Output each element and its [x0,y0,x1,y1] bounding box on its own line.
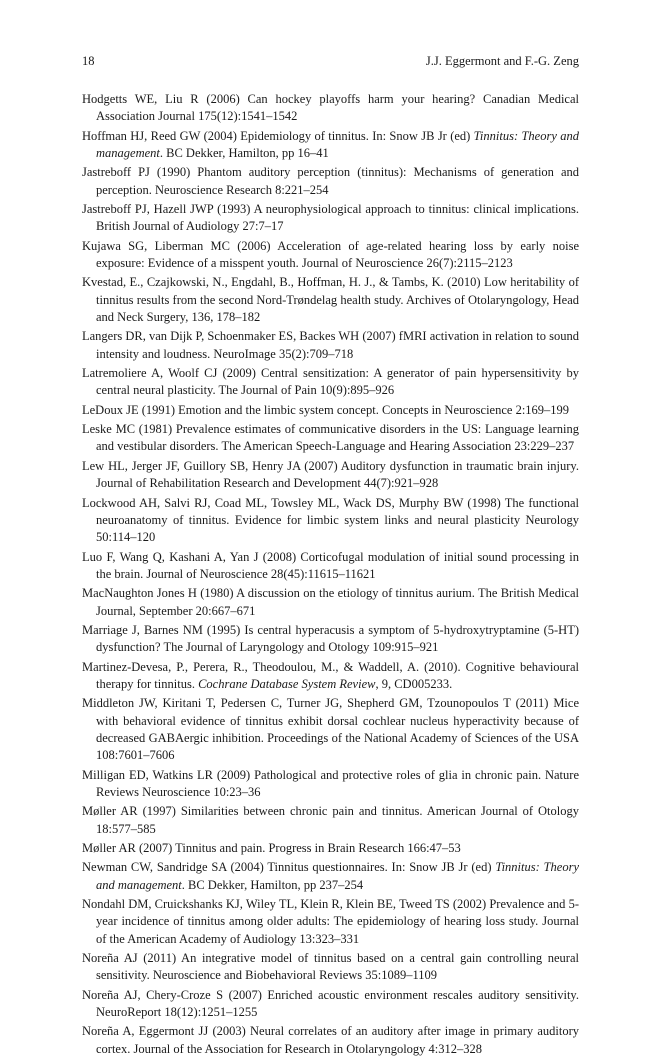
reference-entry [82,1023,579,1058]
reference-text: Kujawa SG, Liberman MC (2006) Acceleration of age-related hearing loss by early noise exposure: Evidence of a misspent youth. Journal of Neuroscience 26(7):2115–2123 [82,238,579,271]
reference-entry [82,238,579,273]
reference-text: Jastreboff PJ, Hazell JWP (1993) A neurophysiological approach to tinnitus: clinical implications. British Journal of Audiology 27:7–17 [82,202,579,234]
reference-entry [82,896,579,948]
reference-text: Noreña AJ, Chery-Croze S (2007) Enriched acoustic environment rescales auditory sensitivity. NeuroReport 18(12):1251–1255 [82,987,579,1019]
reference-entry [82,987,579,1022]
reference-text: Møller AR (2007) Tinnitus and pain. Progress in Brain Research 166:47–53 [82,840,461,855]
reference-entry [82,274,579,326]
reference-text: Marriage J, Barnes NM (1995) Is central hyperacusis a symptom of 5-hydroxytryptamine (5-HT) dysfunction? The Journal of Laryngology and Otology 109:915–921 [82,622,579,655]
reference-entry [82,695,579,764]
reference-text: Hodgetts WE, Liu R (2006) Can hockey playoffs harm your hearing? Canadian Medical Association Journal 175(12):1541–1542 [82,92,579,124]
reference-title-italic: Tinnitus: Theory and management [96,860,579,892]
reference-entry [82,91,579,126]
reference-entry [82,549,579,584]
reference-text: Latremoliere A, Woolf CJ (2009) Central sensitization: A generator of pain hypersensitivity by central neural plasticity. The Journal of Pain 10(9):895–926 [82,366,579,398]
reference-text: Langers DR, van Dijk P, Schoenmaker ES, Backes WH (2007) fMRI activation in relation to sound intensity and loudness. NeuroImage 35(2):709–718 [82,329,579,361]
reference-text: Hoffman HJ, Reed GW (2004) Epidemiology of tinnitus. In: Snow JB Jr (ed) [82,128,474,143]
reference-entry [82,495,579,547]
reference-text: Martinez-Devesa, P., Perera, R., Theodoulou, M., & Waddell, A. (2010). Cognitive behavioural therapy for tinnitus. [82,659,579,691]
reference-text: Nondahl DM, Cruickshanks KJ, Wiley TL, Klein R, Klein BE, Tweed TS (2002) Prevalence and 5-year incidence of tinnitus among older adults: The epidemiology of hearing loss study. Journal of the American Academy of Audiology 13:323–331 [82,897,579,946]
reference-entry [82,164,579,199]
reference-entry [82,840,579,857]
reference-entry [82,201,579,236]
reference-text: Lew HL, Jerger JF, Guillory SB, Henry JA (2007) Auditory dysfunction in traumatic brain injury. Journal of Rehabilitation Research and Development 44(7):921–928 [82,458,579,491]
reference-text: Luo F, Wang Q, Kashani A, Yan J (2008) Corticofugal modulation of initial sound processing in the brain. Journal of Neuroscience 28(45):11615–11621 [82,549,579,581]
reference-text: Middleton JW, Kiritani T, Pedersen C, Turner JG, Shepherd GM, Tzounopoulos T (2011) Mice with behavioral evidence of tinnitus exhibit dorsal cochlear nucleus hyperactivity because of decreased GABAergic inhibition. Proceedings of the National Academy of Sciences of the USA 108:7601–7606 [82,696,579,763]
page-number: 18 [82,54,95,68]
reference-text: Leske MC (1981) Prevalence estimates of communicative disorders in the US: Language learning and vestibular disorders. The American Speech-Language and Hearing Association 23:229–237 [82,422,579,454]
reference-entry [82,859,579,894]
reference-text: Kvestad, E., Czajkowski, N., Engdahl, B., Hoffman, H. J., & Tambs, K. (2010) Low heritability of tinnitus results from the second Nord-Trøndelag health study. Archives of Otolaryngology, Head and Neck Surgery, 136, 178–182 [82,275,579,325]
page-header [82,54,579,70]
reference-entry [82,365,579,400]
running-head: J.J. Eggermont and F.-G. Zeng [425,54,579,68]
reference-entry [82,767,579,802]
reference-entry [82,328,579,363]
reference-text: Jastreboff PJ (1990) Phantom auditory perception (tinnitus): Mechanisms of generation and perception. Neuroscience Research 8:221–254 [82,165,579,197]
reference-text-tail: . BC Dekker, Hamilton, pp 16–41 [159,145,329,160]
reference-text: Møller AR (1997) Similarities between chronic pain and tinnitus. American Journal of Otology 18:577–585 [82,804,579,836]
reference-text-tail: . BC Dekker, Hamilton, pp 237–254 [181,877,364,892]
reference-entry [82,128,579,163]
reference-entry [82,659,579,694]
reference-text: LeDoux JE (1991) Emotion and the limbic system concept. Concepts in Neuroscience 2:169–199 [82,402,570,417]
reference-entry [82,622,579,657]
reference-text: Lockwood AH, Salvi RJ, Coad ML, Towsley ML, Wack DS, Murphy BW (1998) The functional neuroanatomy of tinnitus. Evidence for limbic system links and neural plasticity Neurology 50:114–120 [82,495,579,545]
reference-text: MacNaughton Jones H (1980) A discussion on the etiology of tinnitus aurium. The British Medical Journal, September 20:667–671 [82,586,579,618]
reference-text: Noreña A, Eggermont JJ (2003) Neural correlates of an auditory after image in primary auditory cortex. Journal of the Association for Research in Otolaryngology 4:312–328 [82,1024,579,1056]
reference-entry [82,950,579,985]
reference-title-italic: Tinnitus: Theory and management [96,128,579,160]
reference-entry [82,402,579,419]
reference-entry [82,585,579,620]
reference-title-italic: Cochrane Database System Review [198,676,376,691]
reference-entry [82,458,579,493]
reference-text-tail: , 9, CD005233. [375,676,453,691]
reference-entry [82,421,579,456]
reference-text: Noreña AJ (2011) An integrative model of tinnitus based on a central gain controlling neural sensitivity. Neuroscience and Biobehavioral Reviews 35:1089–1109 [82,951,579,983]
reference-text: Milligan ED, Watkins LR (2009) Pathological and protective roles of glia in chronic pain. Nature Reviews Neuroscience 10:23–36 [82,767,579,799]
reference-text: Newman CW, Sandridge SA (2004) Tinnitus questionnaires. In: Snow JB Jr (ed) [82,860,496,875]
reference-entry [82,803,579,838]
reference-list [82,91,579,1060]
